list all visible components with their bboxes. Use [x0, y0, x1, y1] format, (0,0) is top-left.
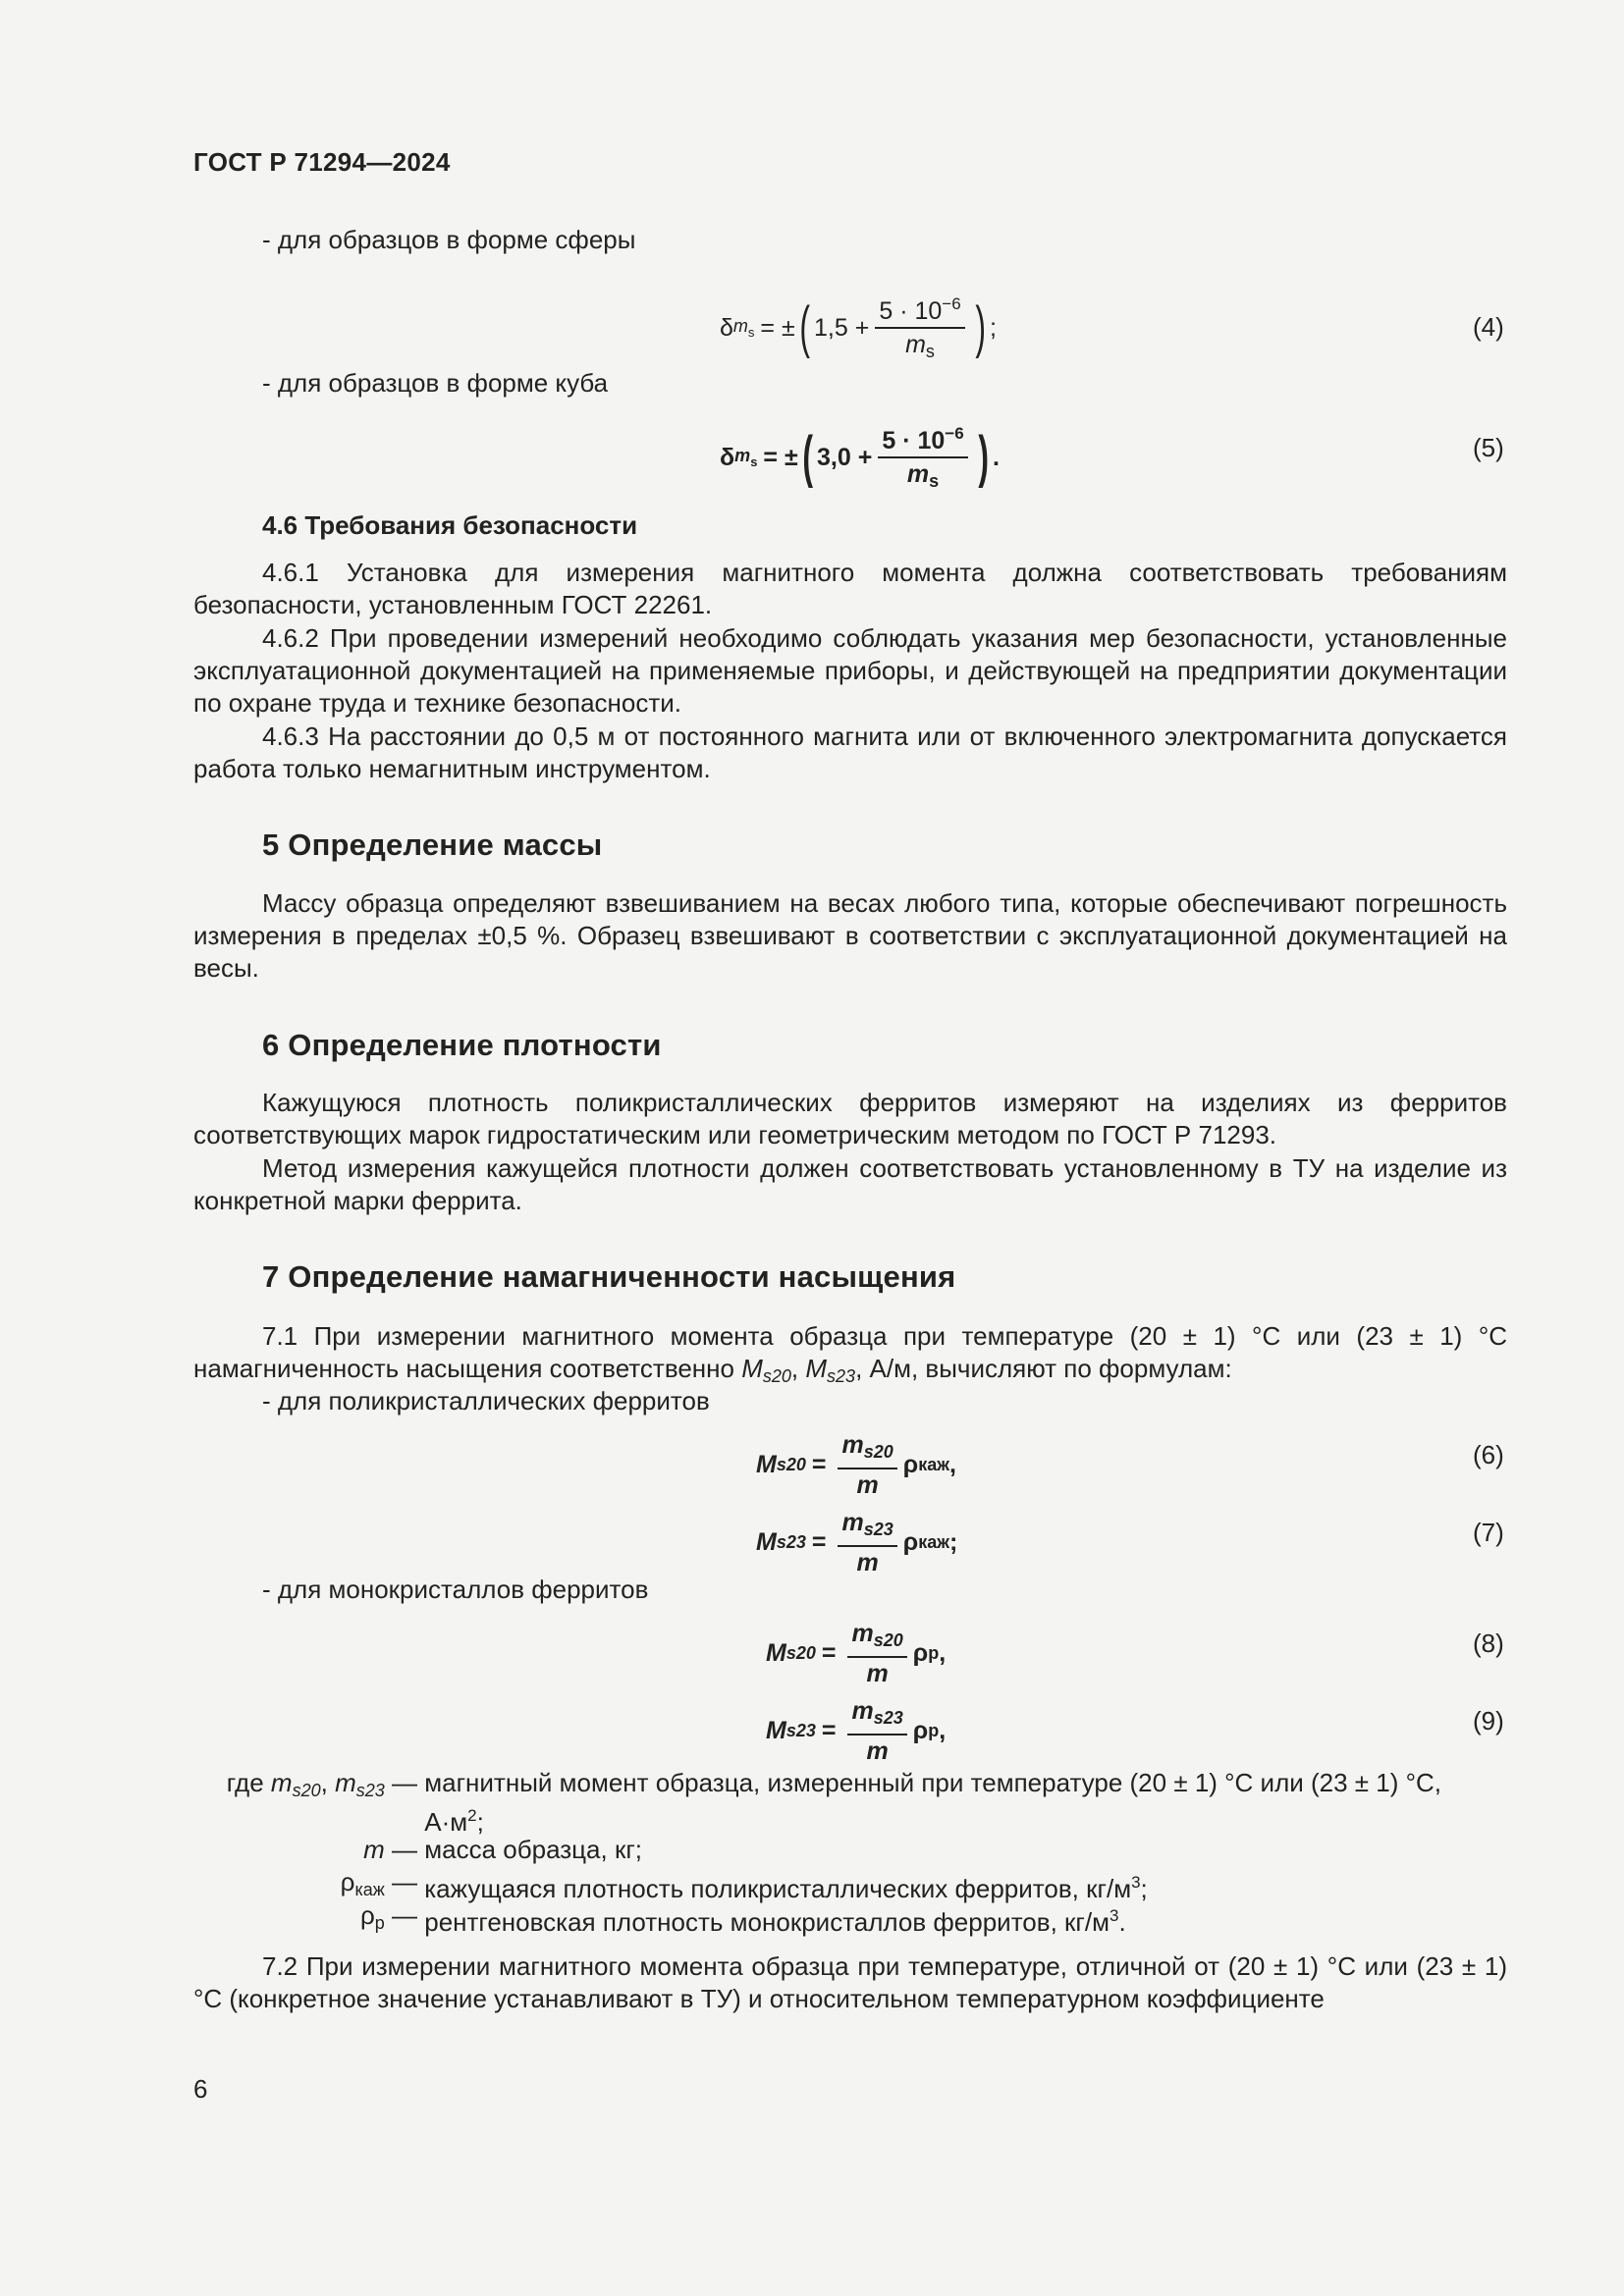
paragraph-4-6-3: 4.6.3 На расстоянии до 0,5 м от постоянного магнита или от включенного электромагнита допускается работа только немагнитным инструментом. [193, 721, 1507, 783]
section-5-heading: 5 Определение массы [262, 828, 603, 862]
formula-4: δ $m_s$ = ± ( 1,5 + $\frac{5 \cdot 10^{-6}}{m_s}$ ) ; [720, 291, 997, 365]
definition-symbol-1: где $m_{s20}$, $m_{s23}$ — [226, 1768, 417, 1800]
equation-number-7: (7) [1473, 1518, 1504, 1547]
paragraph-7-2: 7.2 При измерении магнитного момента образца при температуре, отличной от (20 ± 1) °С или (23 ± 1) °С (конкретное значение устанавливают в ТУ) и относительном температурном коэффициенте [193, 1951, 1507, 2013]
symbol-definitions: где $m_{s20}$, $m_{s23}$ — магнитный момент образца, измеренный при температуре (20 ± 1) °С или (23 ± 1) °С, $А\cdot м^2$; m — масса образца, кг; $\rho_{каж}$ — кажущаяся плотность поликристаллических ферритов, $кг/м^3$; $\rho_р$ — рентгеновская плотность монокристаллов ферритов, $кг/м^3$. [193, 1767, 1507, 1944]
poly-label: - для поликристаллических ферритов [262, 1386, 710, 1415]
equation-number-5: (5) [1473, 433, 1504, 462]
equation-number-6: (6) [1473, 1440, 1504, 1469]
definition-symbol-3: $\rho_{каж}$ — [340, 1867, 417, 1899]
section-4-6-heading: 4.6 Требования безопасности [262, 510, 638, 540]
formula-7: M s23 = $\frac{m_{s23}}{m}$ ρ каж ; [756, 1509, 958, 1576]
mono-label: - для монокристаллов ферритов [262, 1575, 649, 1604]
formula-9: M s23 = $\frac{m_{s23}}{m}$ ρ р , [766, 1697, 947, 1765]
sphere-label: - для образцов в форме сферы [262, 225, 636, 254]
equation-number-8: (8) [1473, 1629, 1504, 1658]
cube-label: - для образцов в форме куба [262, 368, 609, 398]
formula-8: M s20 = $\frac{m_{s20}}{m}$ ρ р , [766, 1620, 947, 1687]
page-number: 6 [193, 2074, 208, 2104]
paragraph-5: Массу образца определяют взвешиванием на весах любого типа, которые обеспечивают погрешность измерения в пределах ±0,5 %. Образец взвешивают в соответствии с эксплуатационной документацией на весы. [193, 888, 1507, 983]
equation-number-4: (4) [1473, 312, 1504, 342]
definition-symbol-2: m — [363, 1835, 417, 1864]
definition-symbol-4: $\rho_р$ — [359, 1900, 417, 1933]
paragraph-7-1: 7.1 При измерении магнитного момента образца при температуре (20 ± 1) °С или (23 ± 1) °С намагниченность насыщения соответственно $M_{s20}$, $M_{s23}$, А/м, вычисляют по формулам: [193, 1321, 1507, 1386]
section-7-heading: 7 Определение намагниченности насыщения [262, 1259, 956, 1294]
paragraph-4-6-2: 4.6.2 При проведении измерений необходимо соблюдать указания мер безопасности, установленные эксплуатационной документацией на применяемые приборы, и действующей на предприятии документации по охране труда и технике безопасности. [193, 623, 1507, 718]
formula-6: M s20 = $\frac{m_{s20}}{m}$ ρ каж , [756, 1431, 956, 1499]
paragraph-4-6-1: 4.6.1 Установка для измерения магнитного момента должна соответствовать требованиям безопасности, установленным ГОСТ 22261. [193, 558, 1507, 619]
paragraph-6-1: Кажущуюся плотность поликристаллических ферритов измеряют на изделиях из ферритов соответствующих марок гидростатическим или геометрическим методом по ГОСТ Р 71293. [193, 1088, 1507, 1149]
section-6-heading: 6 Определение плотности [262, 1028, 662, 1062]
equation-number-9: (9) [1473, 1706, 1504, 1735]
paragraph-6-2: Метод измерения кажущейся плотности должен соответствовать установленному в ТУ на изделие из конкретной марки феррита. [193, 1153, 1507, 1215]
document-header: ГОСТ Р 71294—2024 [193, 147, 451, 177]
formula-5: δ $m_s$ = ± ( 3,0 + $\frac{5 \cdot 10^{-6}}{m_s}$ ) . [720, 420, 1000, 495]
